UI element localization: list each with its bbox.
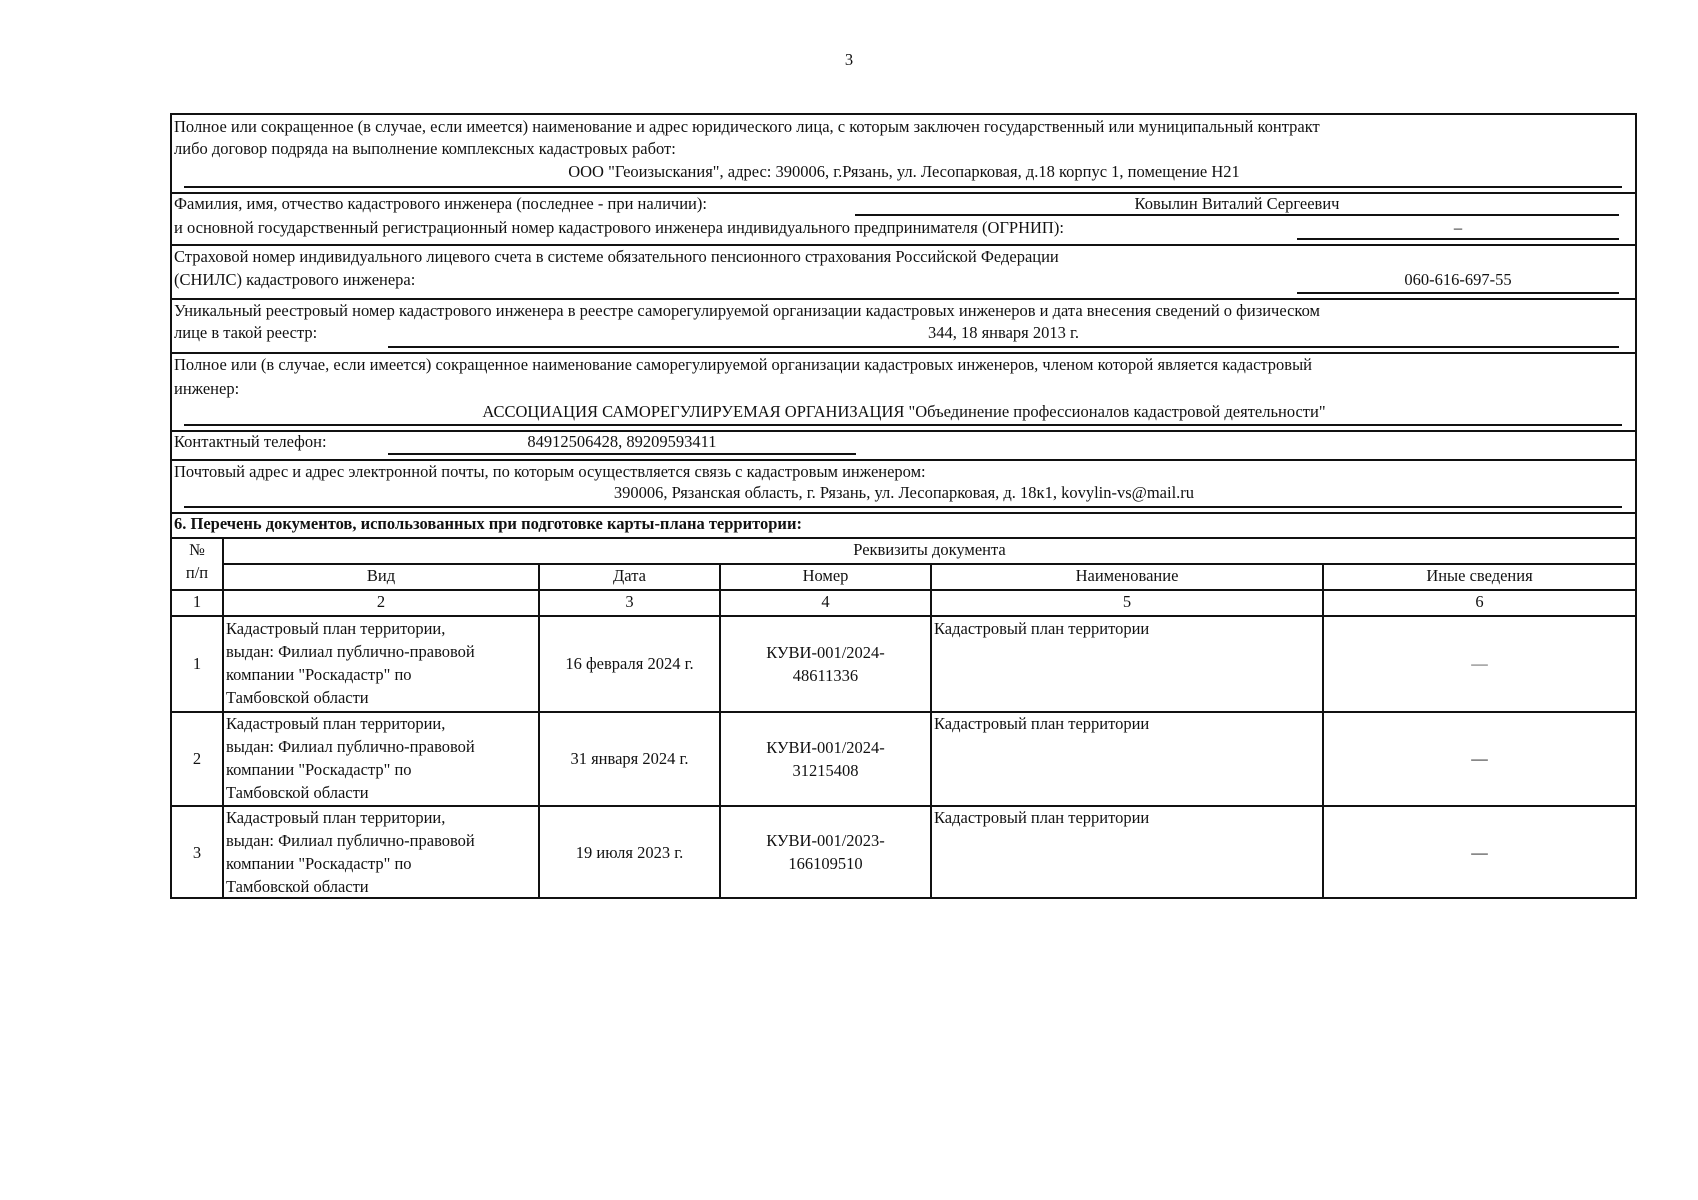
col-number-1: 1 — [192, 592, 202, 611]
sro-value: АССОЦИАЦИЯ САМОРЕГУЛИРУЕМАЯ ОРГАНИЗАЦИЯ "Объединение профессионалов кадастровой деятельности" — [482, 402, 1326, 421]
divider — [170, 589, 1637, 591]
row-name: Кадастровый план территории — [934, 714, 1150, 733]
row-number — [721, 712, 930, 805]
row-kind-line: Кадастровый план территории, — [226, 619, 446, 638]
col-number-6: 6 — [1475, 592, 1484, 611]
row-other: — — [1471, 749, 1488, 768]
snils-underline — [1297, 292, 1619, 294]
form-border-top — [170, 113, 1637, 115]
row-number-line: 166109510 — [788, 854, 863, 873]
engineer-name-value: Ковылин Виталий Сергеевич — [1134, 194, 1340, 213]
address-value: 390006, Рязанская область, г. Рязань, ул. Лесопарковая, д. 18к1, kovylin-vs@mail.ru — [613, 483, 1195, 502]
row-other: — — [1471, 842, 1488, 862]
row-number-line: КУВИ-001/2024- — [766, 737, 885, 757]
sro-label-line2: инженер: — [174, 379, 240, 398]
ogrnip-underline — [1297, 238, 1619, 240]
row-kind-line: выдан: Филиал публично-правовой — [226, 831, 475, 850]
ogrnip-value: – — [1453, 218, 1463, 237]
header-col-other: Иные сведения — [1426, 566, 1533, 585]
col-number-2: 2 — [376, 592, 386, 611]
sro-underline — [184, 424, 1622, 426]
divider — [170, 352, 1637, 354]
divider — [170, 244, 1637, 246]
row-number — [721, 617, 930, 710]
header-col-kind: Вид — [366, 566, 396, 585]
row-kind-line: Кадастровый план территории, — [226, 714, 446, 733]
row-kind-line: Тамбовской области — [226, 877, 369, 896]
row-number-line: 48611336 — [792, 665, 859, 685]
engineer-name-label: Фамилия, имя, отчество кадастрового инженера (последнее - при наличии): — [174, 194, 707, 213]
page-number: 3 — [844, 50, 854, 69]
sro-label-line1: Полное или (в случае, если имеется) сокращенное наименование саморегулируемой организации кадастровых инженеров, членом которой является кадастровый — [174, 355, 1313, 374]
col-line — [930, 563, 932, 898]
col-number-5: 5 — [1122, 592, 1132, 611]
row-num: 2 — [192, 749, 202, 768]
row-kind — [226, 712, 538, 804]
row-kind-line: Тамбовской области — [226, 783, 369, 802]
row-number-line: КУВИ-001/2023- — [766, 831, 885, 850]
form-border-right — [1635, 113, 1637, 898]
divider — [170, 298, 1637, 300]
row-num: 3 — [192, 842, 202, 862]
contractor-value: ООО "Геоизыскания", адрес: 390006, г.Рязань, ул. Лесопарковая, д.18 корпус 1, помещение Н21 — [568, 162, 1240, 181]
row-number-line: 31215408 — [792, 760, 859, 780]
header-group: Реквизиты документа — [853, 540, 1006, 559]
row-kind-line: выдан: Филиал публично-правовой — [226, 642, 475, 661]
col-line — [222, 537, 224, 898]
row-num: 1 — [192, 654, 202, 673]
header-col-number: Номер — [802, 566, 849, 585]
row-kind-line: компании "Роскадастр" по — [226, 854, 412, 873]
registry-label-line2: лице в такой реестр: — [174, 323, 318, 342]
row-number — [721, 806, 930, 898]
phone-value: 84912506428, 89209593411 — [527, 432, 717, 451]
address-underline — [184, 506, 1622, 508]
row-name: Кадастровый план территории — [934, 619, 1150, 638]
row-number-line: КУВИ-001/2024- — [766, 642, 885, 662]
col-number-4: 4 — [821, 592, 830, 611]
header-num-line1: № — [189, 540, 205, 559]
row-other: — — [1471, 654, 1488, 673]
contractor-underline — [184, 186, 1622, 188]
row-kind-line: Тамбовской области — [226, 688, 369, 707]
row-kind — [226, 617, 538, 709]
row-date: 31 января 2024 г. — [570, 749, 689, 768]
row-kind — [226, 806, 538, 898]
row-kind-line: компании "Роскадастр" по — [226, 665, 412, 684]
registry-value: 344, 18 января 2013 г. — [927, 323, 1080, 342]
row-kind-line: выдан: Филиал публично-правовой — [226, 737, 475, 756]
header-num-line2: п/п — [185, 563, 209, 582]
divider — [170, 459, 1637, 461]
row-kind-line: Кадастровый план территории, — [226, 808, 446, 827]
phone-label: Контактный телефон: — [174, 432, 327, 451]
row-name: Кадастровый план территории — [934, 808, 1150, 827]
snils-label-line2: (СНИЛС) кадастрового инженера: — [174, 270, 416, 289]
address-label: Почтовый адрес и адрес электронной почты, по которым осуществляется связь с кадастровым инженером: — [174, 462, 926, 481]
table-border-bottom — [170, 897, 1637, 899]
header-col-name: Наименование — [1075, 566, 1179, 585]
divider — [170, 537, 1637, 539]
registry-label-line1: Уникальный реестровый номер кадастрового инженера в реестре саморегулируемой организации кадастровых инженеров и дата внесения сведений о физическом — [174, 301, 1320, 320]
row-kind-line: компании "Роскадастр" по — [226, 760, 412, 779]
documents-section-title: 6. Перечень документов, использованных при подготовке карты-плана территории: — [174, 514, 802, 533]
snils-value: 060-616-697-55 — [1404, 270, 1512, 289]
row-date: 16 февраля 2024 г. — [565, 654, 694, 673]
row-date: 19 июля 2023 г. — [575, 842, 684, 862]
registry-underline — [388, 346, 1619, 348]
engineer-name-underline — [855, 214, 1619, 216]
header-col-date: Дата — [613, 566, 646, 585]
contractor-label-line2: либо договор подряда на выполнение комплексных кадастровых работ: — [174, 139, 676, 158]
snils-label-line1: Страховой номер индивидуального лицевого счета в системе обязательного пенсионного страхования Российской Федерации — [174, 247, 1059, 266]
phone-underline — [388, 453, 856, 455]
contractor-label-line1: Полное или сокращенное (в случае, если имеется) наименование и адрес юридического лица, с которым заключен государственный или муниципальный контракт — [174, 117, 1320, 136]
col-number-3: 3 — [625, 592, 634, 611]
ogrnip-label: и основной государственный регистрационный номер кадастрового инженера индивидуального предпринимателя (ОГРНИП): — [174, 218, 1064, 237]
